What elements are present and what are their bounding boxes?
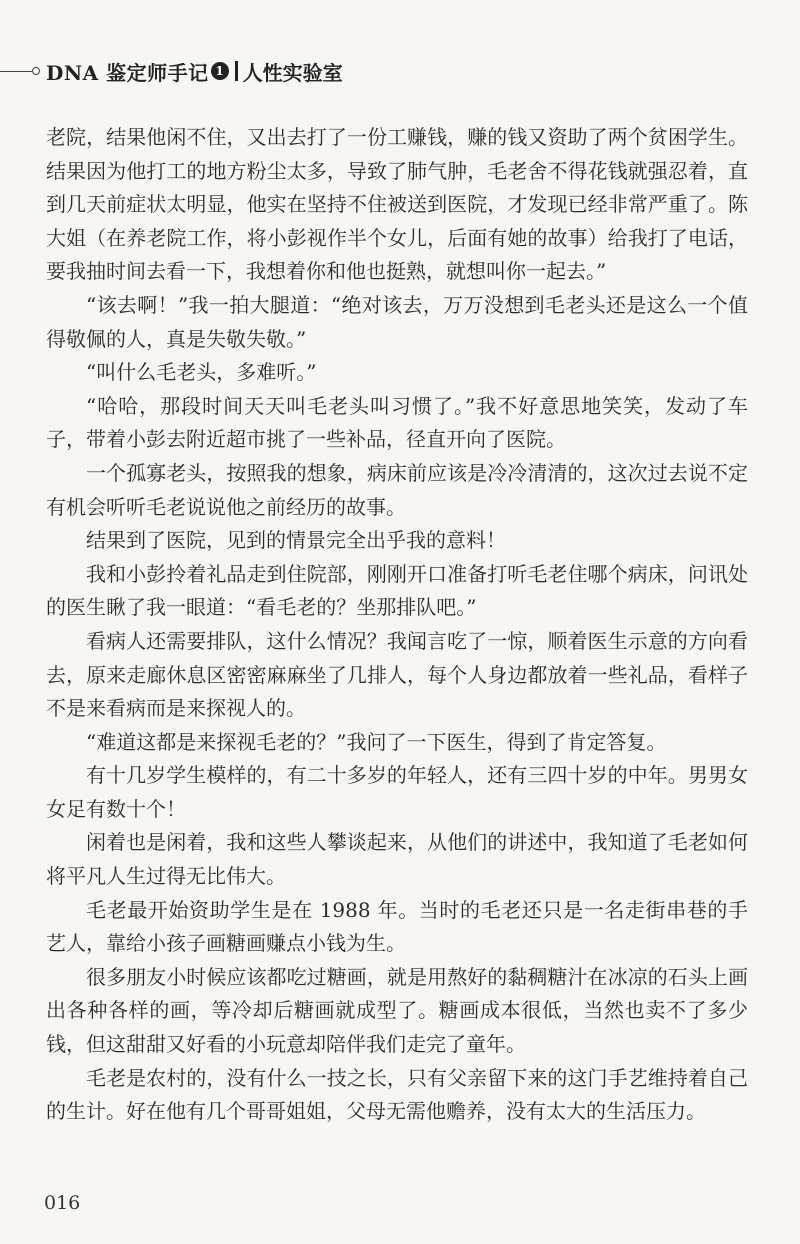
- paragraph: 结果到了医院，见到的情景完全出乎我的意料！: [86, 528, 506, 553]
- header-separator: [235, 61, 238, 81]
- page-number: 016: [44, 1192, 81, 1214]
- paragraph: 我和小彭拎着礼品走到住院部，刚刚开口准备打听毛老住哪个病床，问讯处的医生瞅了我一眼道：“看毛老的？坐那排队吧。”: [46, 561, 748, 620]
- header-circle-ornament: [32, 67, 40, 75]
- paragraph: 毛老最开始资助学生是在 1988 年。当时的毛老还只是一名走街串巷的手艺人，靠给小孩子画糖画赚点小钱为生。: [46, 897, 748, 956]
- paragraph: 一个孤寡老头，按照我的想象，病床前应该是冷冷清清的，这次过去说不定有机会听听毛老说说他之前经历的故事。: [46, 460, 748, 519]
- paragraph: “难道这都是来探视毛老的？”我问了一下医生，得到了肯定答复。: [86, 729, 667, 754]
- header-rule: [0, 71, 32, 72]
- running-header: [0, 56, 343, 86]
- book-subtitle: 人性实验室: [242, 60, 343, 85]
- paragraph: “哈哈，那段时间天天叫毛老头叫习惯了。”我不好意思地笑笑，发动了车子，带着小彭去附近超市挑了一些补品，径直开向了医院。: [46, 393, 748, 452]
- paragraph: “叫什么毛老头，多难听。”: [86, 360, 317, 385]
- paragraph: 很多朋友小时候应该都吃过糖画，就是用熬好的黏稠糖汁在冰凉的石头上画出各种各样的画，等冷却后糖画就成型了。糖画成本很低，当然也卖不了多少钱，但这甜甜又好看的小玩意却陪伴我们走完了童年。: [46, 964, 748, 1057]
- paragraph: 有十几岁学生模样的，有二十多岁的年轻人，还有三四十岁的中年。男男女女足有数十个！: [46, 763, 748, 821]
- paragraph: 闲着也是闲着，我和这些人攀谈起来，从他们的讲述中，我知道了毛老如何将平凡人生过得无比伟大。: [46, 830, 748, 889]
- page-body: [46, 121, 748, 1129]
- book-title: DNA 鉴定师手记: [46, 60, 209, 85]
- paragraph: 老院，结果他闲不住，又出去打了一份工赚钱，赚的钱又资助了两个贫困学生。结果因为他打工的地方粉尘太多，导致了肺气肿，毛老舍不得花钱就强忍着，直到几天前症状太明显，他实在坚持不住被送到医院，才发现已经非常严重了。陈大姐（在养老院工作，将小彭视作半个女儿，后面有她的故事）给我打了电话，要我抽时间去看一下，我想着你和他也挺熟，就想叫你一起去。”: [46, 125, 748, 284]
- paragraph: 看病人还需要排队，这什么情况？我闻言吃了一惊，顺着医生示意的方向看去，原来走廊休息区密密麻麻坐了几排人，每个人身边都放着一些礼品，看样子不是来看病而是来探视人的。: [46, 628, 748, 721]
- volume-badge: 1: [211, 62, 229, 80]
- paragraph: “该去啊！”我一拍大腿道：“绝对该去，万万没想到毛老头还是这么一个值得敬佩的人，真是失敬失敬。”: [46, 292, 748, 351]
- paragraph: 毛老是农村的，没有什么一技之长，只有父亲留下来的这门手艺维持着自己的生计。好在他有几个哥哥姐姐，父母无需他赡养，没有太大的生活压力。: [46, 1065, 748, 1124]
